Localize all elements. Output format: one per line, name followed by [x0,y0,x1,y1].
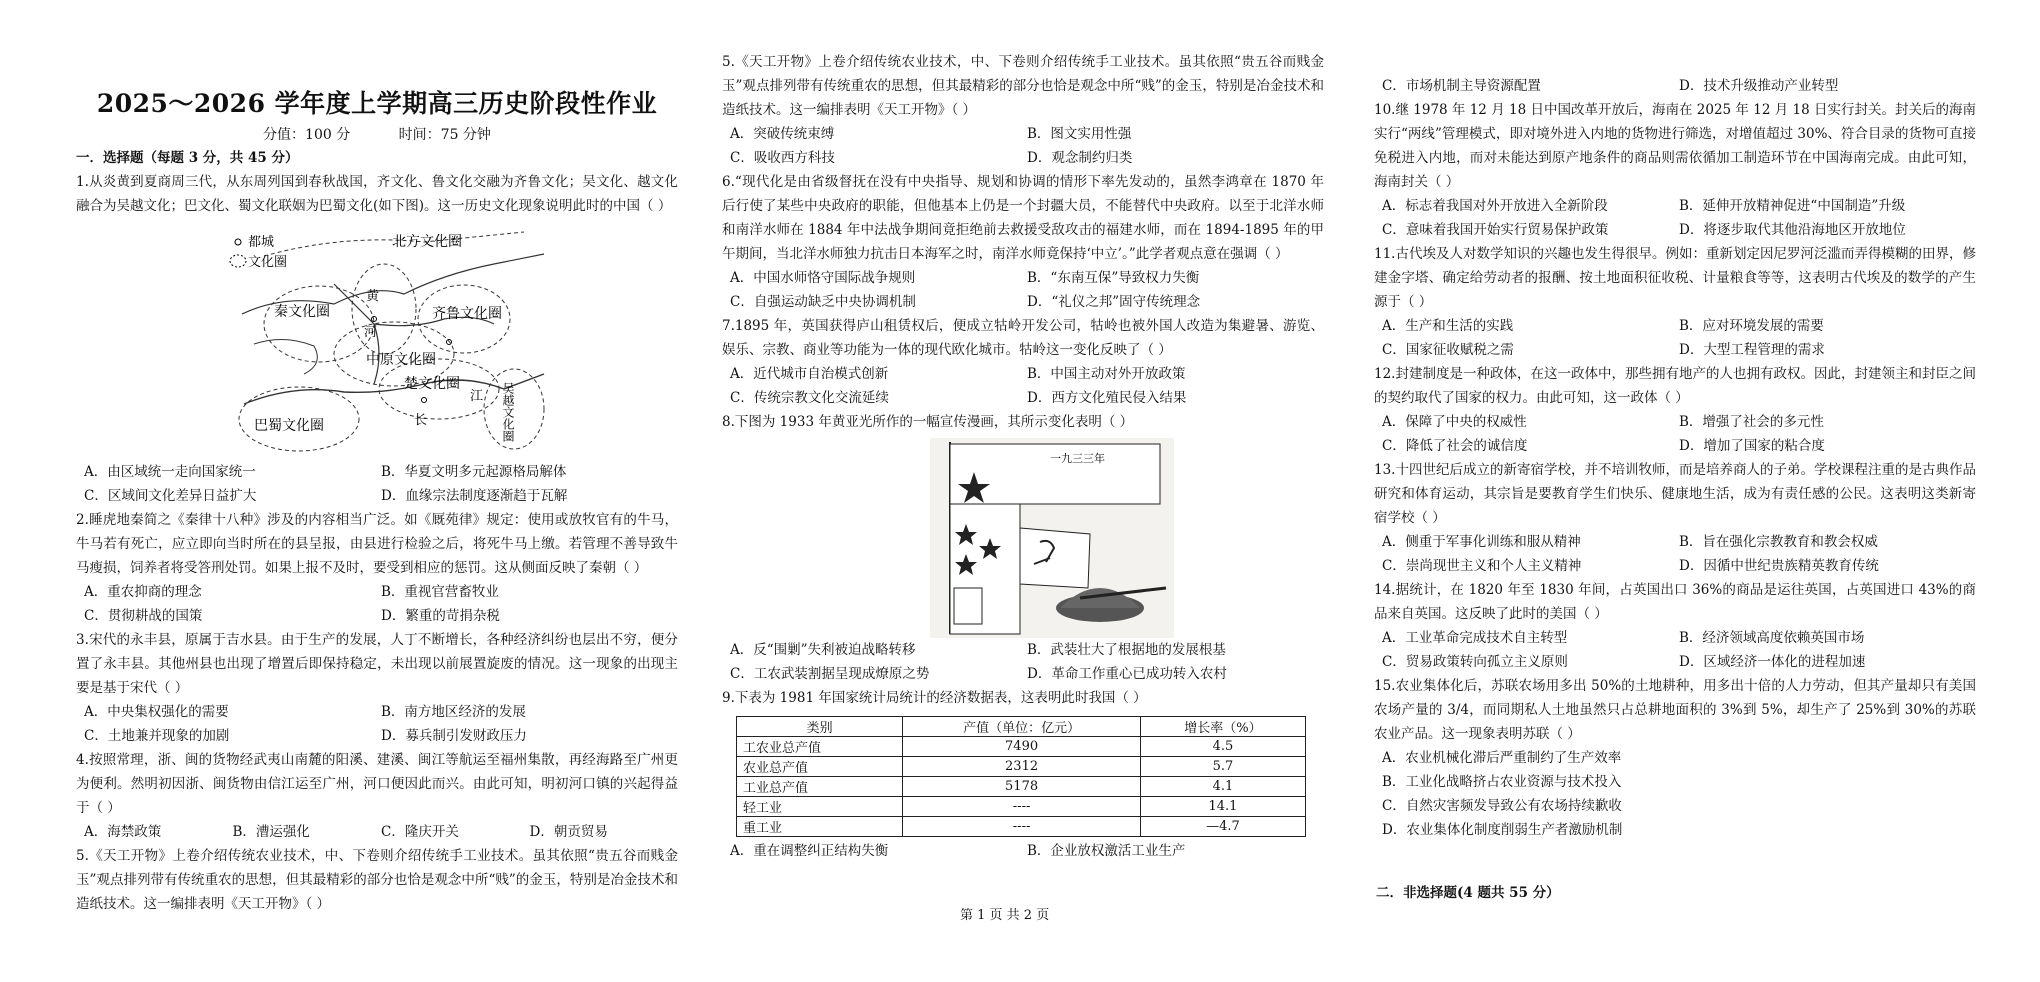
options [730,122,1324,170]
question-9 [722,686,1324,863]
option-d[interactable]: D．“礼仪之邦”固守传统理念 [1027,294,1201,310]
map-label-bashu: 巴蜀文化圈 [254,418,324,434]
question-2 [76,508,678,628]
options [1382,530,1976,578]
table-row [737,737,1306,757]
table-row [737,817,1306,837]
economic-data-table [736,716,1306,837]
option-b[interactable]: B．中国主动对外开放政策 [1027,366,1186,382]
option-d[interactable]: D．血缘宗法制度逐渐趋于瓦解 [381,488,568,504]
option-a[interactable]: A．重在调整纠正结构失衡 [730,843,889,859]
section-heading-choice: 一．选择题（每题 3 分，共 45 分） [76,150,299,166]
option-c[interactable]: C．隆庆开关 [381,824,459,840]
options [1382,746,1976,842]
options [1382,410,1976,458]
question-4 [76,748,678,844]
option-a[interactable]: A．突破传统束缚 [730,126,835,142]
table-header: 产值（单位：亿元） [903,717,1141,737]
table-cell: 农业总产值 [737,757,903,777]
section-heading-nonchoice: 二．非选择题(4 题共 55 分） [1376,885,1560,901]
map-label-chu: 楚文化圈 [404,376,460,392]
option-b[interactable]: B．增强了社会的多元性 [1679,414,1824,430]
question-stem: 15.农业集体化后，苏联农场用多出 50%的土地耕种，用多出十倍的人力劳动，但其产量却只有美国农场产量的 3/4，而同期私人土地虽然只占总耕地面积的 3%到 5%，却生产了 25%到 30%的苏联农业产品。这一现象表明苏联（ ） [1374,678,1976,742]
option-a[interactable]: A．中央集权强化的需要 [84,704,229,720]
map-label-qilu: 齐鲁文化圈 [432,306,502,322]
option-a[interactable]: A．保障了中央的权威性 [1382,414,1527,430]
option-b[interactable]: B．延伸开放精神促进“中国制造”升级 [1679,198,1906,214]
option-c[interactable]: C．国家征收赋税之需 [1382,342,1514,358]
table-row [737,797,1306,817]
table-cell: 5178 [903,777,1141,797]
option-c[interactable]: C．工农武装割据呈现成燎原之势 [730,666,930,682]
table-row [737,757,1306,777]
question-13 [1374,458,1976,578]
map-label-north: 北方文化圈 [392,234,462,250]
option-b[interactable]: B．图文实用性强 [1027,126,1132,142]
option-c[interactable]: C．自强运动缺乏中央协调机制 [730,294,916,310]
table-cell: ---- [903,797,1141,817]
option-d[interactable]: D．农业集体化制度削弱生产者激励机制 [1382,822,1623,838]
question-stem: 6.“现代化是由省级督抚在没有中央指导、规划和协调的情形下率先发动的，虽然李鸿章在 1870 年后行使了某些中央政府的职能，但他基本上仍是一个封疆大员，不能替代中央政府。以至于北洋水师和南洋水师在 1884 年中法战争期间竟拒绝前去救援受敌攻击的福建水师，而在 1894-1895 年的甲午期间，当北洋水师独力抗击日本海军之时，南洋水师竟保持‘中立’。”此学者观点意在强调（ ） [722,174,1324,262]
option-a[interactable]: A．标志着我国对外开放进入全新阶段 [1382,198,1608,214]
option-b[interactable]: B．重视官营畜牧业 [381,584,499,600]
option-a[interactable]: A．侧重于军事化训练和服从精神 [1382,534,1581,550]
option-b[interactable]: B．旨在强化宗教教育和教会权威 [1679,534,1878,550]
question-15 [1374,674,1976,842]
table-cell: 4.5 [1140,737,1305,757]
map-label-zhongyuan: 中原文化圈 [366,352,436,368]
option-b[interactable]: B．应对环境发展的需要 [1679,318,1824,334]
option-d[interactable]: D．大型工程管理的需求 [1679,342,1825,358]
option-a[interactable]: A．近代城市自治模式创新 [730,366,889,382]
table-cell: ---- [903,817,1141,837]
question-stem: 14.据统计，在 1820 年至 1830 年间，占英国出口 36%的商品是运往英国，占英国进口 43%的商品来自英国。这反映了此时的美国（ ） [1374,582,1976,622]
score-info: 分值：100 分 [263,127,351,143]
question-14 [1374,578,1976,674]
option-d[interactable]: D．技术升级推动产业转型 [1679,78,1839,94]
question-stem: 9.下表为 1981 年国家统计局统计的经济数据表，这表明此时我国（ ） [722,690,1147,706]
option-d[interactable]: D．革命工作重心已成功转入农村 [1027,666,1227,682]
question-stem: 7.1895 年，英国获得庐山租赁权后，便成立牯岭开发公司，牯岭也被外国人改造为集避暑、游览、娱乐、宗教、商业等功能为一体的现代欧化城市。牯岭这一变化反映了（ ） [722,318,1324,358]
options [84,580,678,628]
option-b[interactable]: B．“东南互保”导致权力失衡 [1027,270,1200,286]
table-row [737,777,1306,797]
option-c[interactable]: C．传统宗教文化交流延续 [730,390,889,406]
legend-city-label: 都城 [248,235,275,250]
map-label-wuyue: 吴越文化圈 [501,382,515,442]
culture-map-figure [224,224,554,460]
question-7 [722,314,1324,410]
map-label-jiang: 江 [470,389,484,404]
option-c[interactable]: C．贯彻耕战的国策 [84,608,203,624]
option-c[interactable]: C．自然灾害频发导致公有农场持续歉收 [1382,798,1622,814]
option-c[interactable]: C．意味着我国开始实行贸易保护政策 [1382,222,1609,238]
options [730,839,1324,863]
question-stem: 10.继 1978 年 12 月 18 日中国改革开放后，海南在 2025 年 12 月 18 日实行封关。封关后的海南实行“两线”管理模式，即对境外进入内地的货物进行筛选，对增值超过 30%、符合目录的货物可直接免税进入内地，而对未能达到原产地条件的商品则需依循加工制造环节在中国海南完成。由此可知，海南封关（ ） [1374,102,1976,190]
option-b[interactable]: B．华夏文明多元起源格局解体 [381,464,567,480]
table-header: 增长率（%） [1140,717,1305,737]
question-12 [1374,362,1976,458]
question-9-options-continued [1382,74,1976,98]
option-d[interactable]: D．增加了国家的粘合度 [1679,438,1825,454]
question-8 [722,410,1324,686]
option-d[interactable]: D．因循中世纪贵族精英教育传统 [1679,558,1879,574]
option-d[interactable]: D．繁重的苛捐杂税 [381,608,500,624]
option-c[interactable]: C．土地兼并现象的加剧 [84,728,230,744]
option-a[interactable]: A．反“围剿”失利被迫战略转移 [730,642,916,658]
column-left [76,0,678,912]
question-1 [76,170,678,508]
options [730,362,1324,410]
option-d[interactable]: D．将逐步取代其他沿海地区开放地位 [1679,222,1906,238]
option-a[interactable]: A．中国水师恪守国际战争规则 [730,270,916,286]
column-middle [722,54,1324,863]
table-cell: 2312 [903,757,1141,777]
cartoon-year-label: 一九三三年 [1050,452,1105,465]
table-cell: 5.7 [1140,757,1305,777]
table-cell: —4.7 [1140,817,1305,837]
options [84,460,678,508]
option-c[interactable]: C．降低了社会的诚信度 [1382,438,1528,454]
question-stem: 12.封建制度是一种政体，在这一政体中，那些拥有地产的人也拥有政权。因此，封建领主和封臣之间的契约取代了国家的权力。由此可知，这一政体（ ） [1374,366,1976,406]
option-a[interactable]: A．工业革命完成技术自主转型 [1382,630,1568,646]
question-11 [1374,242,1976,362]
options [1382,194,1976,242]
option-b[interactable]: B．企业放权激活工业生产 [1027,843,1186,859]
option-c[interactable]: C．吸收西方科技 [730,150,835,166]
options [84,820,678,844]
options [1382,314,1976,362]
table-header: 类别 [737,717,903,737]
option-d[interactable]: D．朝贡贸易 [529,824,608,840]
option-c[interactable]: C．市场机制主导资源配置 [1382,78,1541,94]
map-label-chang: 长 [414,413,428,428]
question-stem-continued: 5.《天工开物》上卷介绍传统农业技术，中、下卷则介绍传统手工业技术。虽其依照“贵五谷而贱金玉”观点排列带有传统重农的思想，但其最精彩的部分也恰是观念中所“贱”的金玉，特别是冶金技术和造纸技术。这一编排表明《天工开物》（ ） [722,54,1324,118]
table-cell: 工农业总产值 [737,737,903,757]
option-c[interactable]: C．贸易政策转向孤立主义原则 [1382,654,1568,670]
map-label-he: 河 [364,325,378,340]
option-a[interactable]: A．农业机械化滞后严重制约了生产效率 [1382,750,1622,766]
options [84,700,678,748]
question-stem: 13.十四世纪后成立的新寄宿学校，并不培训牧师，而是培养商人的子弟。学校课程注重的是古典作品研究和体育运动，其宗旨是要教育学生们快乐、健康地生活，成为有责任感的公民。这表明这类新寄宿学校（ ） [1374,462,1976,526]
question-3 [76,628,678,748]
option-a[interactable]: A．重农抑商的理念 [84,584,202,600]
question-stem: 8.下图为 1933 年黄亚光所作的一幅宣传漫画，其所示变化表明（ ） [722,414,1134,430]
options [730,638,1324,686]
table-cell: 轻工业 [737,797,903,817]
question-stem: 2.睡虎地秦简之《秦律十八种》涉及的内容相当广泛。如《厩苑律》规定：使用或放牧官有的牛马，牛马若有死亡，应立即向当时所在的县呈报，由县进行检验之后，将死牛马上缴。若管理不善导致牛马瘦损，饲养者将受答刑处罚。如果上报不及时，要受到相应的惩罚。这从侧面反映了秦朝（ ） [76,512,678,576]
option-c[interactable]: C．崇尚现世主义和个人主义精神 [1382,558,1582,574]
table-cell: 重工业 [737,817,903,837]
exam-info [76,124,678,146]
page-footer: 第 1 页 共 2 页 [960,908,1050,923]
question-stem: 1.从炎黄到夏商周三代，从东周列国到春秋战国，齐文化、鲁文化交融为齐鲁文化；吴文化、越文化融合为吴越文化；巴文化、蜀文化联姻为巴蜀文化(如下图)。这一历史文化现象说明此时的中国（ ） [76,174,678,214]
table-cell: 14.1 [1140,797,1305,817]
option-d[interactable]: D．区域经济一体化的进程加速 [1679,654,1866,670]
question-5-part1 [76,844,678,912]
column-right [1374,74,1976,842]
options [1382,626,1976,674]
options [730,266,1324,314]
question-stem: 11.古代埃及人对数学知识的兴趣也发生得很早。例如：重新划定因尼罗河泛滥而弄得模糊的田界，修建金字塔、确定给劳动者的报酬、按土地面积征收税、计量粮食等等，这表明古代埃及的数学的产生源于（ ） [1374,246,1976,310]
option-b[interactable]: B．漕运强化 [232,824,310,840]
option-b[interactable]: B．武装壮大了根据地的发展根基 [1027,642,1226,658]
option-a[interactable]: A．由区域统一走向国家统一 [84,464,256,480]
option-a[interactable]: A．海禁政策 [84,824,162,840]
propaganda-cartoon-figure [930,438,1174,638]
option-b[interactable]: B．经济领域高度依赖英国市场 [1679,630,1865,646]
option-a[interactable]: A．生产和生活的实践 [1382,318,1514,334]
option-d[interactable]: D．观念制约归类 [1027,150,1133,166]
question-10 [1374,98,1976,242]
option-d[interactable]: D．募兵制引发财政压力 [381,728,527,744]
map-label-huang: 黄 [366,289,380,304]
question-6 [722,170,1324,314]
page-title: 2025～2026 学年度上学期高三历史阶段性作业 [96,89,658,118]
table-cell: 7490 [903,737,1141,757]
table-header-row [737,717,1306,737]
question-stem: 5.《天工开物》上卷介绍传统农业技术，中、下卷则介绍传统手工业技术。虽其依照“贵五谷而贱金玉”观点排列带有传统重农的思想，但其最精彩的部分也恰是观念中所“贱”的金玉，特别是冶金技术和造纸技术。这一编排表明《天工开物》（ ） [76,848,678,912]
table-cell: 工业总产值 [737,777,903,797]
question-stem: 4.按照常理，浙、闽的货物经武夷山南麓的阳溪、建溪、闽江等航运至福州集散，再经海路至广州更为便利。然明初因浙、闽货物由信江运至广州，河口便因此而兴。由此可知，明初河口镇的兴起得益于（ ） [76,752,678,816]
table-cell: 4.1 [1140,777,1305,797]
legend-circle-label: 文化圈 [248,255,288,270]
time-info: 时间：75 分钟 [398,127,491,143]
question-5-part2 [722,54,1324,170]
option-c[interactable]: C．区域间文化差异日益扩大 [84,488,257,504]
option-b[interactable]: B．工业化战略挤占农业资源与技术投入 [1382,774,1622,790]
map-label-qin: 秦文化圈 [274,304,330,320]
option-b[interactable]: B．南方地区经济的发展 [381,704,526,720]
option-d[interactable]: D．西方文化殖民侵入结果 [1027,390,1187,406]
question-stem: 3.宋代的永丰县，原属于吉水县。由于生产的发展，人丁不断增长，各种经济纠纷也层出不穷，便分置了永丰县。其他州县也出现了增置后即保持稳定，未出现以前展置旋废的情况。这一现象的出现主要是基于宋代（ ） [76,632,678,696]
